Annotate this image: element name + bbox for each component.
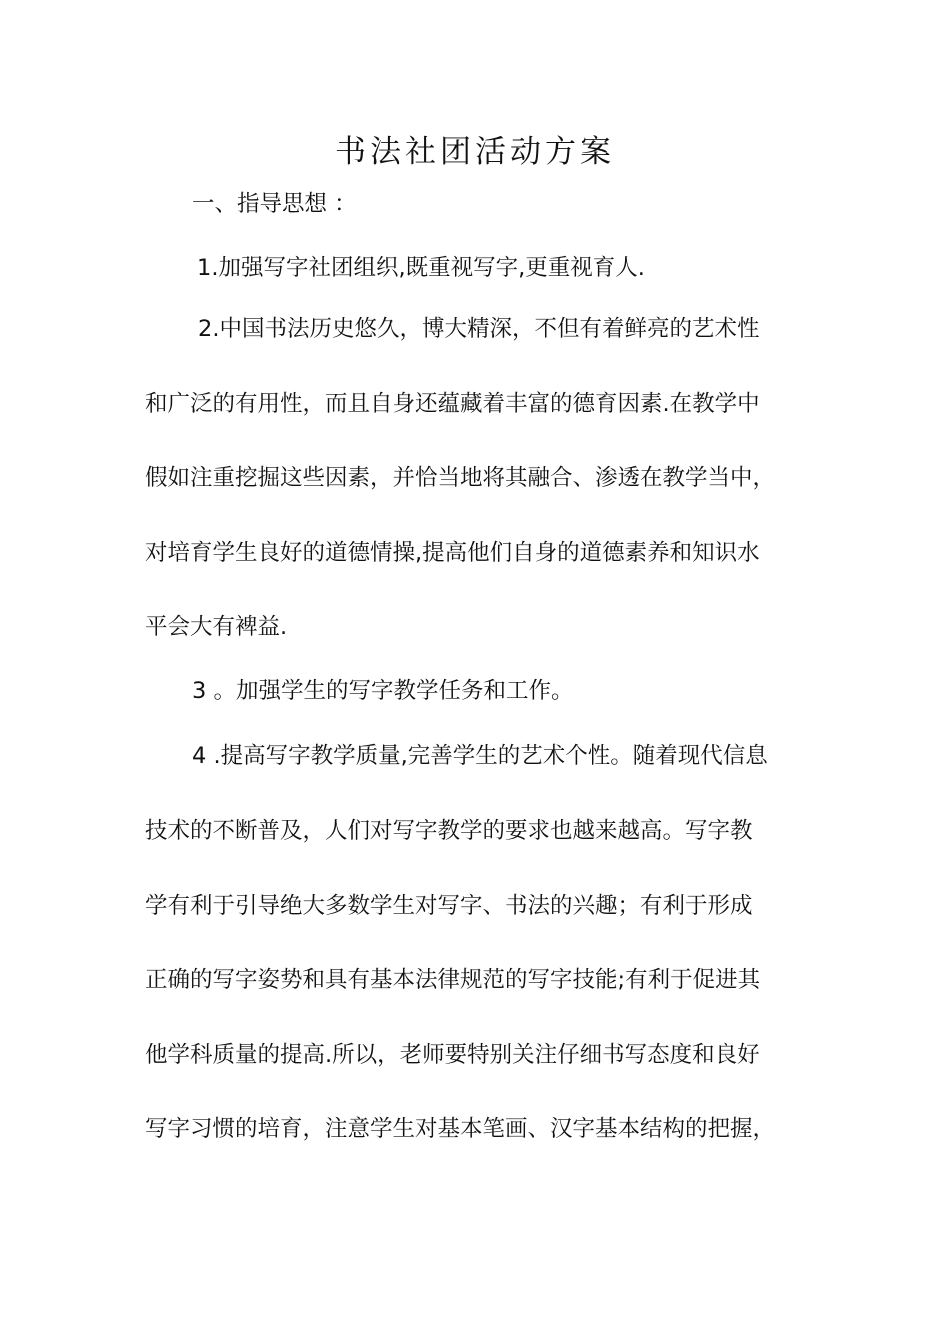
paragraph-item-2-line-2: 和广泛的有用性，而且自身还蕴藏着丰富的德育因素.在教学中 — [145, 391, 760, 417]
paragraph-item-4-line-1: 4 .提高写字教学质量,完善学生的艺术个性。随着现代信息 — [192, 743, 768, 769]
paragraph-item-2-line-1: 2.中国书法历史悠久，博大精深，不但有着鲜亮的艺术性 — [198, 316, 760, 342]
paragraph-item-2-line-4: 对培育学生良好的道德情操,提高他们自身的道德素养和知识水 — [145, 540, 760, 566]
paragraph-item-4-line-2: 技术的不断普及，人们对写字教学的要求也越来越高。写字教 — [145, 818, 753, 844]
paragraph-item-4-line-5: 他学科质量的提高.所以，老师要特别关注仔细书写态度和良好 — [145, 1042, 760, 1068]
paragraph-item-2-line-3: 假如注重挖掘这些因素，并恰当地将其融合、渗透在教学当中， — [145, 465, 776, 491]
paragraph-item-4-line-3: 学有利于引导绝大多数学生对写字、书法的兴趣；有利于形成 — [145, 893, 753, 919]
document-title: 书法社团活动方案 — [335, 134, 615, 170]
paragraph-item-2-line-5: 平会大有裨益. — [145, 614, 288, 640]
paragraph-item-4-line-6: 写字习惯的培育，注意学生对基本笔画、汉字基本结构的把握， — [145, 1116, 776, 1142]
paragraph-item-3: 3 。加强学生的写字教学任务和工作。 — [192, 678, 574, 704]
paragraph-item-1: 1.加强写字社团组织,既重视写字,更重视育人. — [197, 255, 645, 281]
section-heading-guiding-ideology: 一、指导思想 ： — [192, 191, 357, 217]
paragraph-item-4-line-4: 正确的写字姿势和具有基本法律规范的写字技能;有利于促进其 — [145, 967, 761, 993]
